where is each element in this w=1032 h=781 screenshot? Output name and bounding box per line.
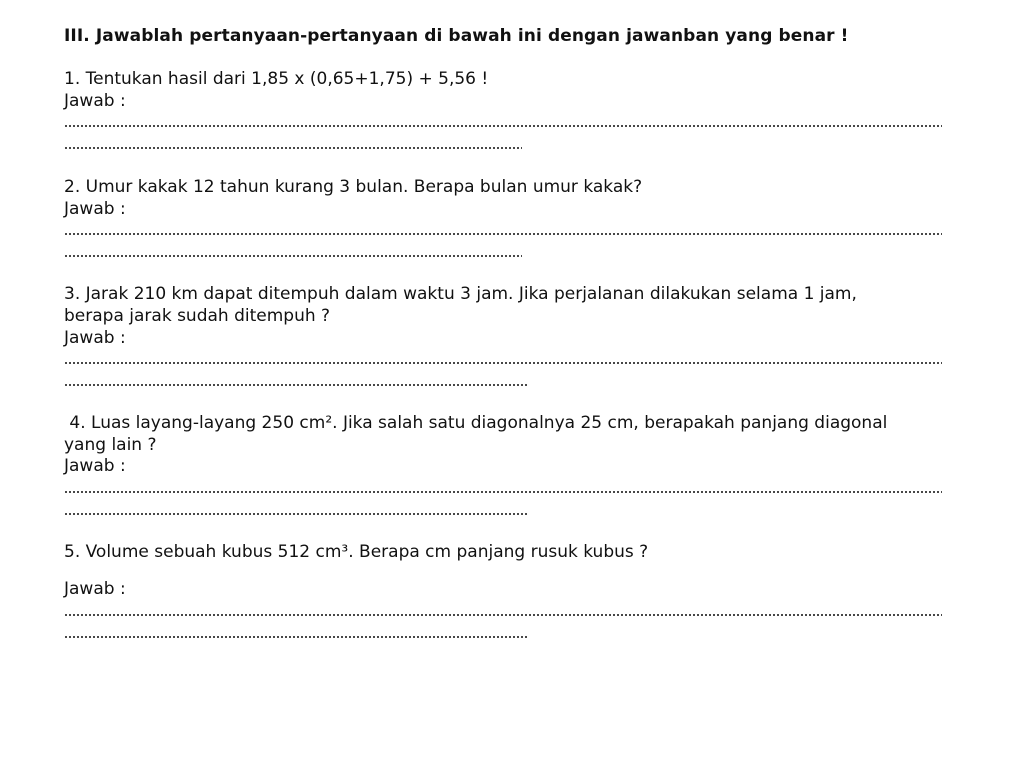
question-4-answer-line-2[interactable] xyxy=(64,512,528,516)
question-5-text: 5. Volume sebuah kubus 512 cm³. Berapa cm panjang rusuk kubus ? xyxy=(64,542,649,562)
question-2-answer-line-1[interactable] xyxy=(64,232,942,236)
question-1-answer-label: Jawab : xyxy=(64,91,126,111)
section-heading: III. Jawablah pertanyaan-pertanyaan di bawah ini dengan jawanban yang benar ! xyxy=(64,26,849,46)
question-3-answer-line-2[interactable] xyxy=(64,383,528,387)
question-1-answer-line-1[interactable] xyxy=(64,124,942,128)
question-3-answer-label: Jawab : xyxy=(64,328,126,348)
question-4-text-line-1: 4. Luas layang-layang 250 cm². Jika salah satu diagonalnya 25 cm, berapakah panjang diagonal xyxy=(64,413,888,433)
question-5-answer-line-1[interactable] xyxy=(64,613,942,617)
question-3-answer-line-1[interactable] xyxy=(64,361,942,365)
question-1-text: 1. Tentukan hasil dari 1,85 x (0,65+1,75) + 5,56 ! xyxy=(64,69,489,89)
question-4-text-line-2: yang lain ? xyxy=(64,435,157,455)
question-5-answer-label: Jawab : xyxy=(64,579,126,599)
question-1-answer-line-2[interactable] xyxy=(64,146,522,150)
question-4-answer-line-1[interactable] xyxy=(64,490,942,494)
question-3-text-line-2: berapa jarak sudah ditempuh ? xyxy=(64,306,331,326)
question-2-answer-label: Jawab : xyxy=(64,199,126,219)
question-5-answer-line-2[interactable] xyxy=(64,635,528,639)
question-3-text-line-1: 3. Jarak 210 km dapat ditempuh dalam waktu 3 jam. Jika perjalanan dilakukan selama 1 jam, xyxy=(64,284,857,304)
question-2-answer-line-2[interactable] xyxy=(64,254,522,258)
question-2-text: 2. Umur kakak 12 tahun kurang 3 bulan. Berapa bulan umur kakak? xyxy=(64,177,643,197)
question-4-answer-label: Jawab : xyxy=(64,456,126,476)
